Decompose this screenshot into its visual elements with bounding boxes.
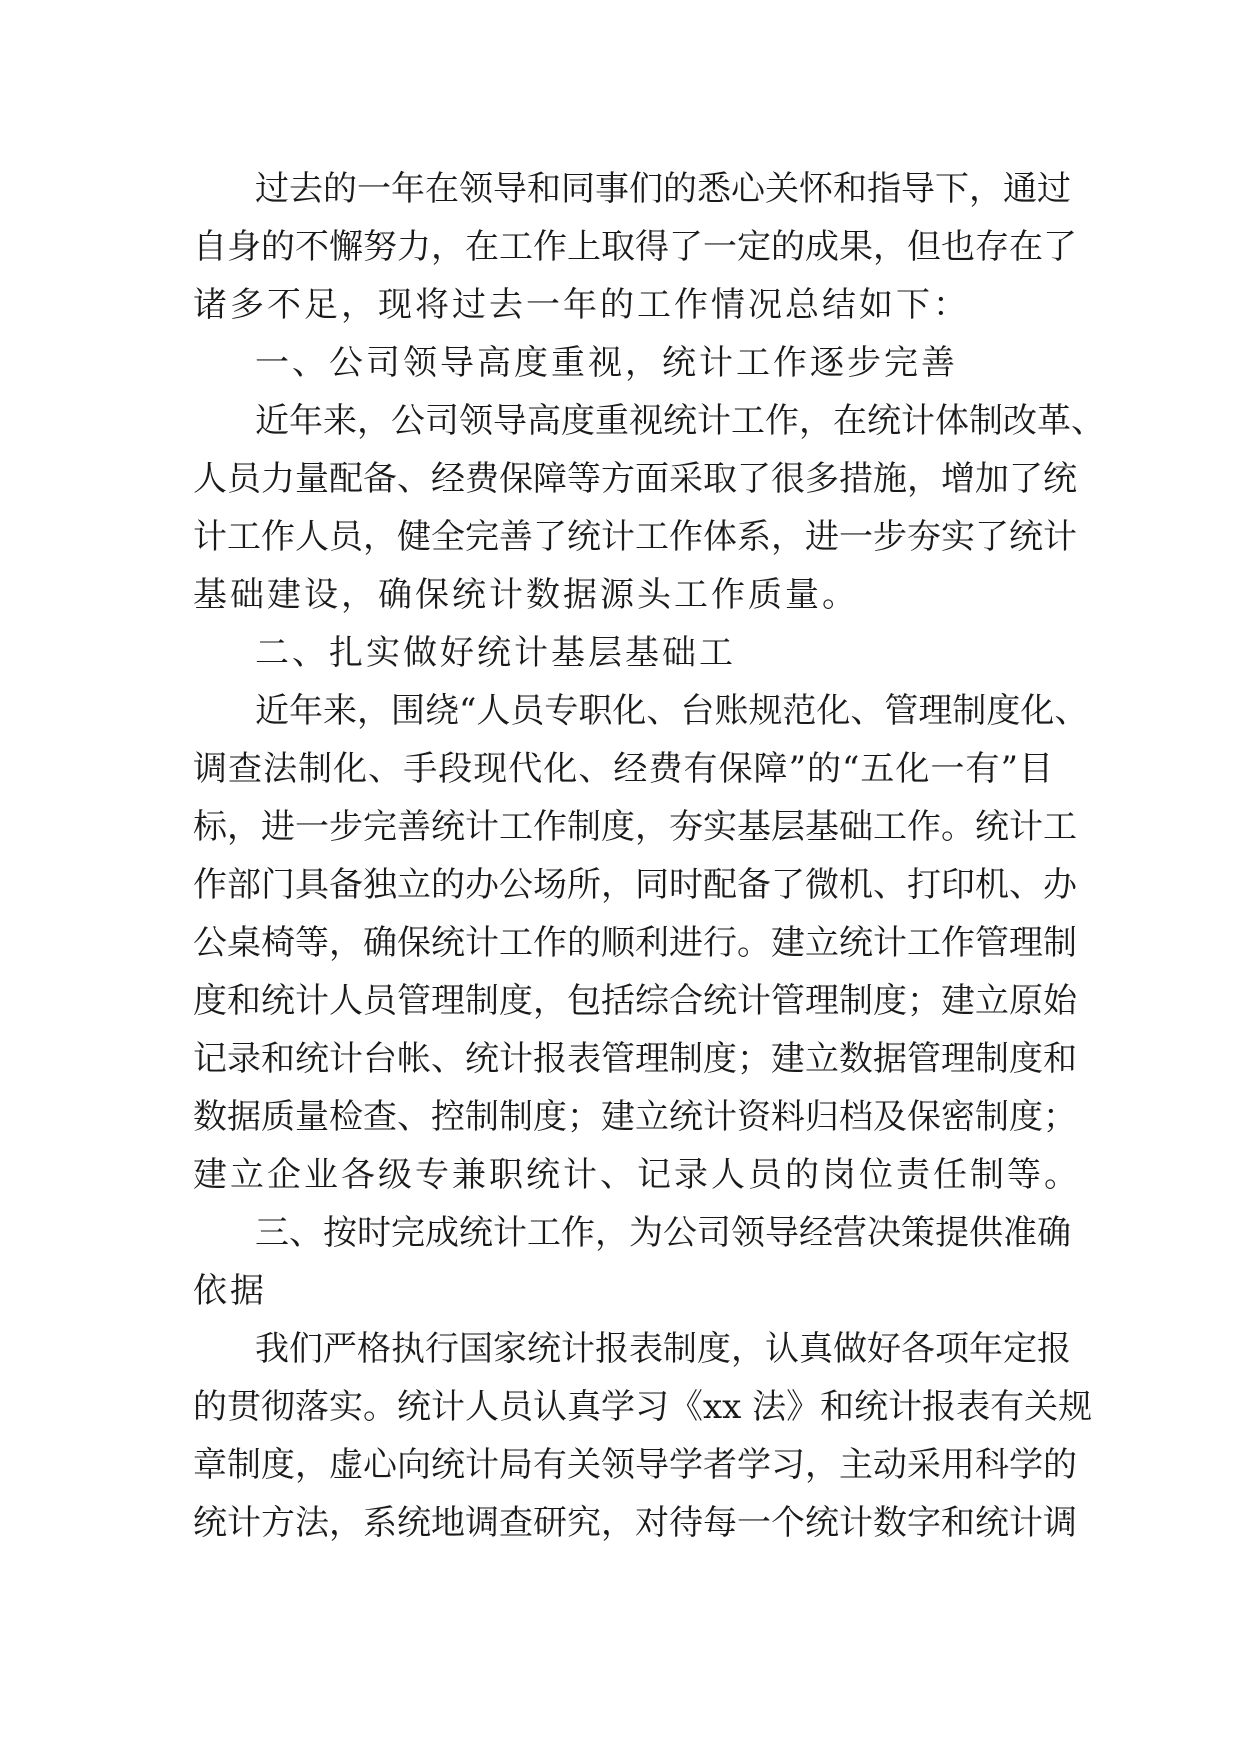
paragraph-line: 公桌椅等，确保统计工作的顺利进行。建立统计工作管理制 xyxy=(193,923,1077,963)
paragraph-line: 调查法制化、手段现代化、经费有保障”的“五化一有”目 xyxy=(193,749,1053,789)
paragraph-line: 统计方法，系统地调查研究，对待每一个统计数字和统计调 xyxy=(193,1503,1077,1543)
paragraph-line: 诸多不足，现将过去一年的工作情况总结如下： xyxy=(193,285,970,325)
document-body xyxy=(193,160,1105,1552)
section-heading-2: 二、扎实做好统计基层基础工 xyxy=(255,633,736,673)
paragraph-line: 自身的不懈努力，在工作上取得了一定的成果，但也存在了 xyxy=(193,227,1077,267)
paragraph-line: 人员力量配备、经费保障等方面采取了很多措施，增加了统 xyxy=(193,459,1077,499)
paragraph-line: 数据质量检查、控制制度；建立统计资料归档及保密制度； xyxy=(193,1097,1077,1137)
paragraph-line: 计工作人员，健全完善了统计工作体系，进一步夯实了统计 xyxy=(193,517,1077,557)
paragraph-line: 近年来，围绕“人员专职化、台账规范化、管理制度化、 xyxy=(255,691,1089,731)
paragraph-line: 的贯彻落实。统计人员认真学习《xx 法》和统计报表有关规 xyxy=(193,1387,1093,1427)
paragraph-line: 度和统计人员管理制度，包括综合统计管理制度；建立原始 xyxy=(193,981,1077,1021)
paragraph-line: 我们严格执行国家统计报表制度，认真做好各项年定报 xyxy=(255,1329,1071,1369)
paragraph-line: 作部门具备独立的办公场所，同时配备了微机、打印机、办 xyxy=(193,865,1077,905)
section-heading-3-cont: 依据 xyxy=(193,1271,267,1311)
paragraph-line: 基础建设，确保统计数据源头工作质量。 xyxy=(193,575,859,615)
paragraph-line: 标，进一步完善统计工作制度，夯实基层基础工作。统计工 xyxy=(193,807,1077,847)
paragraph-line: 记录和统计台帐、统计报表管理制度；建立数据管理制度和 xyxy=(193,1039,1077,1079)
section-heading-1: 一、公司领导高度重视，统计工作逐步完善 xyxy=(255,343,958,383)
section-heading-3: 三、按时完成统计工作，为公司领导经营决策提供准确 xyxy=(255,1213,1071,1253)
paragraph-line: 过去的一年在领导和同事们的悉心关怀和指导下，通过 xyxy=(255,169,1071,209)
paragraph-line: 章制度，虚心向统计局有关领导学者学习，主动采用科学的 xyxy=(193,1445,1077,1485)
paragraph-line: 近年来，公司领导高度重视统计工作，在统计体制改革、 xyxy=(255,401,1105,441)
paragraph-line: 建立企业各级专兼职统计、记录人员的岗位责任制等。 xyxy=(193,1155,1081,1195)
